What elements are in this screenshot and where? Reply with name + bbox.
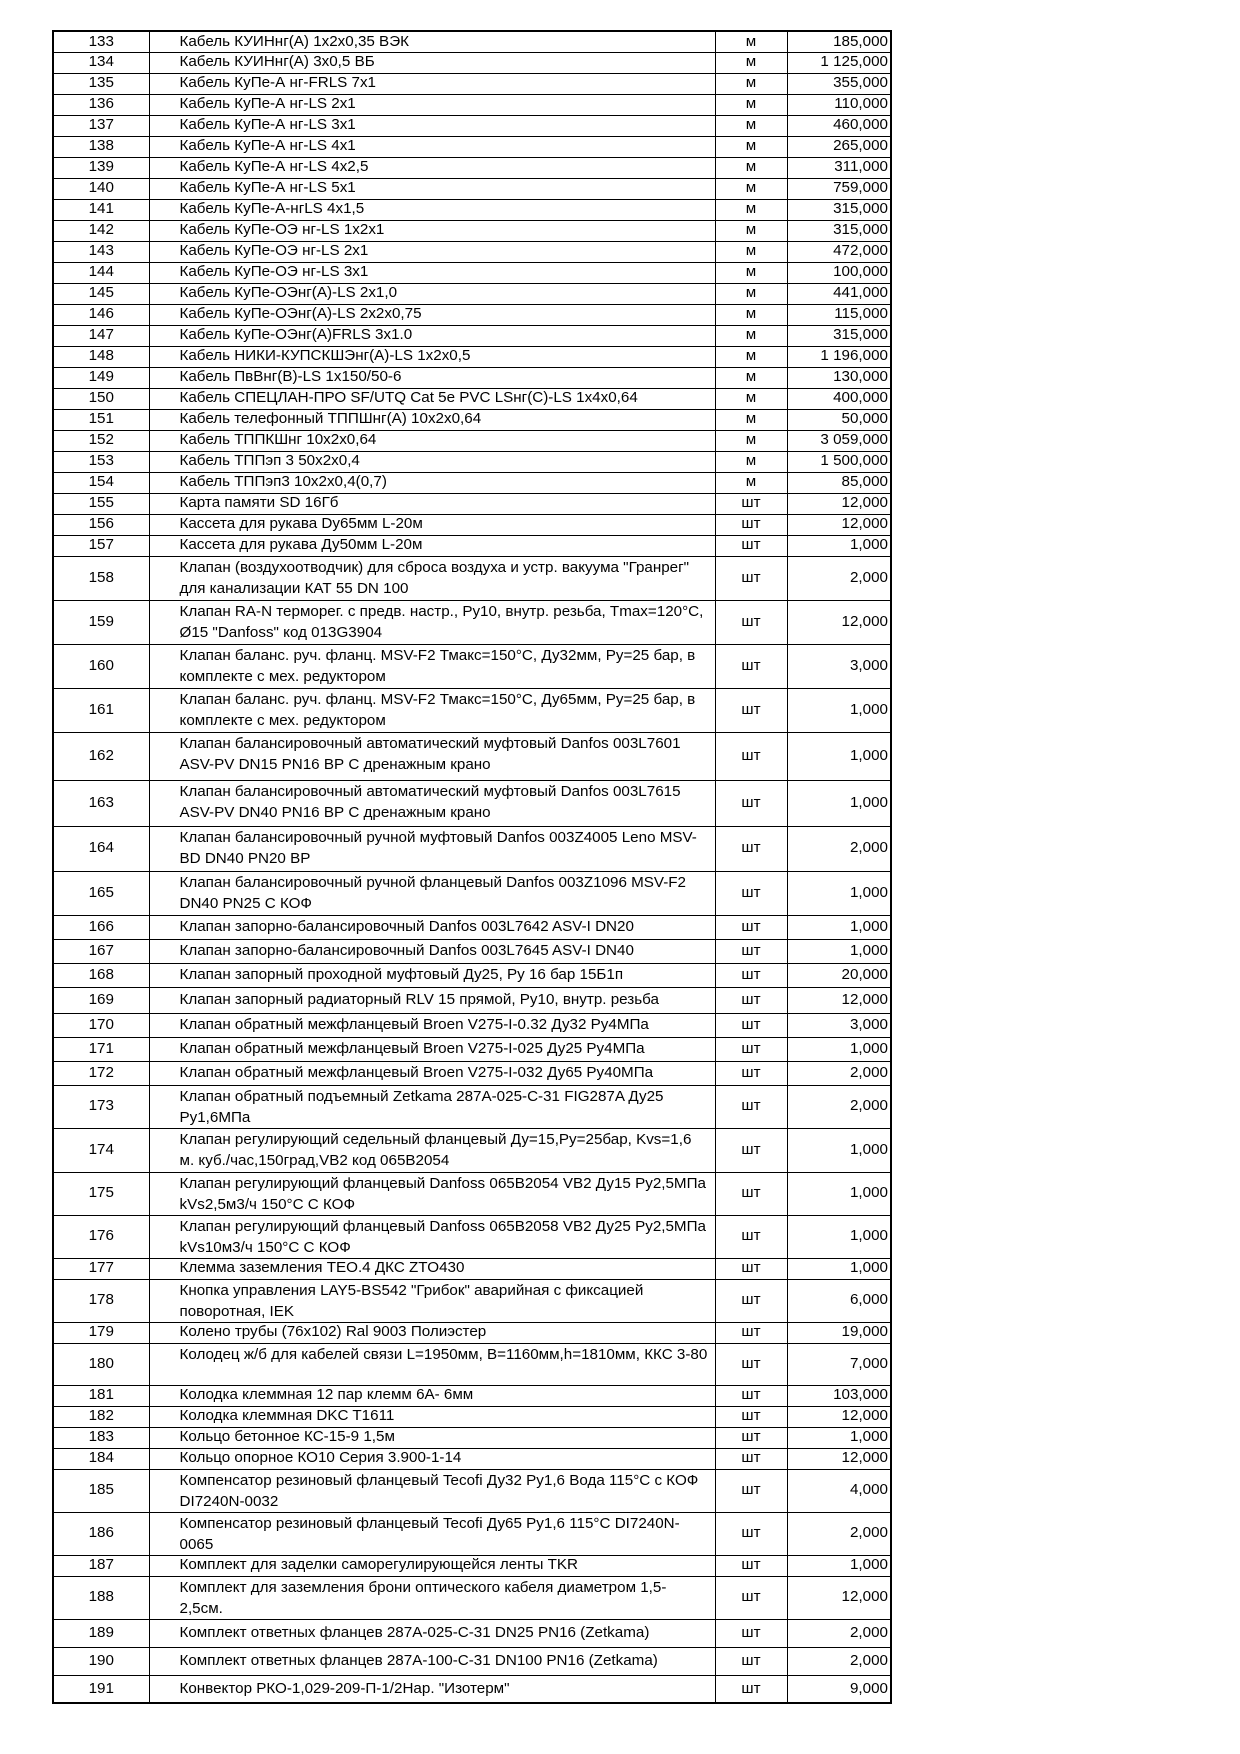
unit-of-measure: шт xyxy=(715,1322,787,1343)
row-number: 156 xyxy=(53,514,149,535)
unit-of-measure: шт xyxy=(715,1085,787,1128)
table-row xyxy=(53,1279,891,1322)
quantity: 20,000 xyxy=(787,963,891,987)
table-row xyxy=(53,1013,891,1037)
row-number: 178 xyxy=(53,1279,149,1322)
table-row xyxy=(53,52,891,73)
table-row xyxy=(53,939,891,963)
item-name: Кабель КУИНнг(А) 3х0,5 ВБ xyxy=(149,52,715,73)
item-name: Клапан запорный радиаторный RLV 15 прямой, Ру10, внутр. резьба xyxy=(149,987,715,1013)
row-number: 145 xyxy=(53,283,149,304)
item-name: Конвектор РКО-1,029-209-П-1/2Нар. "Изотерм" xyxy=(149,1675,715,1703)
quantity: 2,000 xyxy=(787,1085,891,1128)
table-row xyxy=(53,1427,891,1448)
unit-of-measure: шт xyxy=(715,1343,787,1385)
item-name: Кассета для рукава Dy65мм L-20м xyxy=(149,514,715,535)
unit-of-measure: м xyxy=(715,52,787,73)
unit-of-measure: шт xyxy=(715,1061,787,1085)
quantity: 12,000 xyxy=(787,1448,891,1469)
table-row xyxy=(53,1172,891,1215)
table-row xyxy=(53,136,891,157)
quantity: 3 059,000 xyxy=(787,430,891,451)
item-name: Кабель СПЕЦЛАН-ПРО SF/UTQ Cat 5e PVC LSнг(С)-LS 1х4х0,64 xyxy=(149,388,715,409)
items-table xyxy=(52,30,892,1704)
quantity: 460,000 xyxy=(787,115,891,136)
row-number: 171 xyxy=(53,1037,149,1061)
item-name: Кабель КуПе-ОЭ нг-LS 2х1 xyxy=(149,241,715,262)
quantity: 12,000 xyxy=(787,600,891,644)
item-name: Кассета для рукава Ду50мм L-20м xyxy=(149,535,715,556)
quantity: 1,000 xyxy=(787,871,891,915)
quantity: 12,000 xyxy=(787,493,891,514)
unit-of-measure: м xyxy=(715,430,787,451)
unit-of-measure: шт xyxy=(715,1448,787,1469)
row-number: 153 xyxy=(53,451,149,472)
row-number: 184 xyxy=(53,1448,149,1469)
table-row xyxy=(53,472,891,493)
table-row xyxy=(53,73,891,94)
item-name: Кабель КуПе-А нг-LS 3х1 xyxy=(149,115,715,136)
row-number: 189 xyxy=(53,1619,149,1647)
unit-of-measure: м xyxy=(715,241,787,262)
quantity: 1,000 xyxy=(787,1427,891,1448)
item-name: Кабель ТППКШнг 10х2х0,64 xyxy=(149,430,715,451)
row-number: 138 xyxy=(53,136,149,157)
row-number: 150 xyxy=(53,388,149,409)
item-name: Клапан баланс. руч. фланц. MSV-F2 Тмакс=150°С, Ду32мм, Ру=25 бар, в комплекте с мех. редуктором xyxy=(149,644,715,688)
item-name: Клапан балансировочный автоматический муфтовый Danfos 003L7615 ASV-PV DN40 PN16 ВР С дренажным крано xyxy=(149,780,715,826)
table-row xyxy=(53,1085,891,1128)
row-number: 170 xyxy=(53,1013,149,1037)
quantity: 12,000 xyxy=(787,987,891,1013)
item-name: Колодка клеммная DKC T1611 xyxy=(149,1406,715,1427)
row-number: 175 xyxy=(53,1172,149,1215)
row-number: 186 xyxy=(53,1512,149,1555)
quantity: 6,000 xyxy=(787,1279,891,1322)
table-row xyxy=(53,1215,891,1258)
item-name: Кабель КуПе-ОЭ нг-LS 1х2х1 xyxy=(149,220,715,241)
row-number: 159 xyxy=(53,600,149,644)
table-row xyxy=(53,688,891,732)
quantity: 115,000 xyxy=(787,304,891,325)
quantity: 1,000 xyxy=(787,915,891,939)
table-row xyxy=(53,1258,891,1279)
table-row xyxy=(53,1576,891,1619)
quantity: 1 125,000 xyxy=(787,52,891,73)
quantity: 2,000 xyxy=(787,1061,891,1085)
table-row xyxy=(53,241,891,262)
row-number: 163 xyxy=(53,780,149,826)
quantity: 441,000 xyxy=(787,283,891,304)
item-name: Клапан (воздухоотводчик) для сброса воздуха и устр. вакуума "Гранрег" для канализации КАТ 55 DN 100 xyxy=(149,556,715,600)
item-name: Кабель КуПе-А-нгLS 4х1,5 xyxy=(149,199,715,220)
item-name: Клапан балансировочный автоматический муфтовый Danfos 003L7601 ASV-PV DN15 PN16 ВР С дренажным крано xyxy=(149,732,715,780)
quantity: 1,000 xyxy=(787,1037,891,1061)
table-row xyxy=(53,430,891,451)
item-name: Кабель ТППэп 3 50х2х0,4 xyxy=(149,451,715,472)
unit-of-measure: шт xyxy=(715,1013,787,1037)
table-row xyxy=(53,514,891,535)
row-number: 190 xyxy=(53,1647,149,1675)
table-row xyxy=(53,409,891,430)
unit-of-measure: шт xyxy=(715,1128,787,1172)
item-name: Клапан баланс. руч. фланц. MSV-F2 Тмакс=150°С, Ду65мм, Ру=25 бар, в комплекте с мех. редуктором xyxy=(149,688,715,732)
item-name: Комплект ответных фланцев 287A-025-C-31 DN25 PN16 (Zetkama) xyxy=(149,1619,715,1647)
unit-of-measure: шт xyxy=(715,1619,787,1647)
quantity: 19,000 xyxy=(787,1322,891,1343)
row-number: 172 xyxy=(53,1061,149,1085)
quantity: 50,000 xyxy=(787,409,891,430)
row-number: 142 xyxy=(53,220,149,241)
quantity: 12,000 xyxy=(787,1576,891,1619)
row-number: 177 xyxy=(53,1258,149,1279)
unit-of-measure: м xyxy=(715,157,787,178)
unit-of-measure: шт xyxy=(715,514,787,535)
quantity: 185,000 xyxy=(787,31,891,52)
item-name: Компенсатор резиновый фланцевый Tecofi Ду65 Ру1,6 115°С DI7240N-0065 xyxy=(149,1512,715,1555)
unit-of-measure: м xyxy=(715,367,787,388)
unit-of-measure: шт xyxy=(715,939,787,963)
quantity: 1,000 xyxy=(787,1258,891,1279)
unit-of-measure: шт xyxy=(715,493,787,514)
row-number: 152 xyxy=(53,430,149,451)
unit-of-measure: м xyxy=(715,325,787,346)
unit-of-measure: шт xyxy=(715,1279,787,1322)
row-number: 166 xyxy=(53,915,149,939)
table-row xyxy=(53,493,891,514)
unit-of-measure: шт xyxy=(715,732,787,780)
table-row xyxy=(53,325,891,346)
item-name: Кабель КуПе-ОЭнг(А)FRLS 3х1.0 xyxy=(149,325,715,346)
item-name: Кабель НИКИ-КУПСКШЭнг(А)-LS 1х2х0,5 xyxy=(149,346,715,367)
unit-of-measure: м xyxy=(715,304,787,325)
row-number: 146 xyxy=(53,304,149,325)
quantity: 315,000 xyxy=(787,325,891,346)
quantity: 85,000 xyxy=(787,472,891,493)
row-number: 182 xyxy=(53,1406,149,1427)
row-number: 160 xyxy=(53,644,149,688)
item-name: Кабель ПвВнг(В)-LS 1х150/50-6 xyxy=(149,367,715,388)
unit-of-measure: шт xyxy=(715,688,787,732)
table-row xyxy=(53,1128,891,1172)
table-row xyxy=(53,1469,891,1512)
table-row xyxy=(53,535,891,556)
item-name: Кабель ТППэп3 10х2х0,4(0,7) xyxy=(149,472,715,493)
unit-of-measure: шт xyxy=(715,1675,787,1703)
unit-of-measure: шт xyxy=(715,963,787,987)
quantity: 4,000 xyxy=(787,1469,891,1512)
unit-of-measure: шт xyxy=(715,1037,787,1061)
row-number: 158 xyxy=(53,556,149,600)
unit-of-measure: м xyxy=(715,115,787,136)
unit-of-measure: шт xyxy=(715,1172,787,1215)
row-number: 151 xyxy=(53,409,149,430)
table-row xyxy=(53,780,891,826)
table-row xyxy=(53,451,891,472)
item-name: Комплект ответных фланцев 287A-100-C-31 DN100 PN16 (Zetkama) xyxy=(149,1647,715,1675)
item-name: Кабель КУИНнг(А) 1х2х0,35 ВЭК xyxy=(149,31,715,52)
item-name: Кольцо опорное КО10 Серия 3.900-1-14 xyxy=(149,1448,715,1469)
quantity: 1,000 xyxy=(787,1555,891,1576)
unit-of-measure: шт xyxy=(715,1469,787,1512)
item-name: Кабель КуПе-ОЭнг(А)-LS 2х2х0,75 xyxy=(149,304,715,325)
table-row xyxy=(53,963,891,987)
quantity: 12,000 xyxy=(787,1406,891,1427)
table-row xyxy=(53,1512,891,1555)
table-row xyxy=(53,732,891,780)
row-number: 179 xyxy=(53,1322,149,1343)
table-row xyxy=(53,283,891,304)
table-row xyxy=(53,644,891,688)
item-name: Кабель КуПе-А нг-LS 2х1 xyxy=(149,94,715,115)
quantity: 759,000 xyxy=(787,178,891,199)
table-row xyxy=(53,199,891,220)
unit-of-measure: шт xyxy=(715,826,787,871)
item-name: Кабель КуПе-А нг-LS 4х2,5 xyxy=(149,157,715,178)
quantity: 12,000 xyxy=(787,514,891,535)
quantity: 2,000 xyxy=(787,1647,891,1675)
table-row xyxy=(53,31,891,52)
quantity: 1,000 xyxy=(787,535,891,556)
table-row xyxy=(53,367,891,388)
table-row xyxy=(53,1061,891,1085)
unit-of-measure: шт xyxy=(715,1215,787,1258)
unit-of-measure: м xyxy=(715,94,787,115)
unit-of-measure: шт xyxy=(715,1258,787,1279)
items-table-body xyxy=(53,31,891,1703)
unit-of-measure: шт xyxy=(715,1576,787,1619)
unit-of-measure: шт xyxy=(715,1385,787,1406)
item-name: Комплект для заземления брони оптического кабеля диаметром 1,5-2,5см. xyxy=(149,1576,715,1619)
row-number: 162 xyxy=(53,732,149,780)
item-name: Клапан регулирующий фланцевый Danfoss 065B2058 VB2 Ду25 Ру2,5МПа kVs10м3/ч 150°С С КОФ xyxy=(149,1215,715,1258)
unit-of-measure: м xyxy=(715,178,787,199)
unit-of-measure: м xyxy=(715,472,787,493)
row-number: 183 xyxy=(53,1427,149,1448)
row-number: 147 xyxy=(53,325,149,346)
unit-of-measure: м xyxy=(715,451,787,472)
row-number: 141 xyxy=(53,199,149,220)
row-number: 169 xyxy=(53,987,149,1013)
row-number: 136 xyxy=(53,94,149,115)
item-name: Карта памяти SD 16Гб xyxy=(149,493,715,514)
table-row xyxy=(53,115,891,136)
row-number: 181 xyxy=(53,1385,149,1406)
table-row xyxy=(53,346,891,367)
unit-of-measure: м xyxy=(715,409,787,430)
item-name: Кольцо бетонное КС-15-9 1,5м xyxy=(149,1427,715,1448)
quantity: 100,000 xyxy=(787,262,891,283)
table-row xyxy=(53,1555,891,1576)
quantity: 1 500,000 xyxy=(787,451,891,472)
quantity: 1,000 xyxy=(787,1172,891,1215)
quantity: 1,000 xyxy=(787,1215,891,1258)
item-name: Комплект для заделки саморегулирующейся ленты TKR xyxy=(149,1555,715,1576)
row-number: 167 xyxy=(53,939,149,963)
row-number: 187 xyxy=(53,1555,149,1576)
unit-of-measure: м xyxy=(715,388,787,409)
item-name: Клапан запорно-балансировочный Danfos 003L7645 ASV-I DN40 xyxy=(149,939,715,963)
quantity: 2,000 xyxy=(787,1619,891,1647)
item-name: Клапан запорный проходной муфтовый Ду25, Ру 16 бар 15Б1п xyxy=(149,963,715,987)
row-number: 139 xyxy=(53,157,149,178)
quantity: 3,000 xyxy=(787,1013,891,1037)
row-number: 149 xyxy=(53,367,149,388)
table-row xyxy=(53,178,891,199)
table-row xyxy=(53,1619,891,1647)
item-name: Кабель телефонный ТППШнг(А) 10х2х0,64 xyxy=(149,409,715,430)
table-row xyxy=(53,1343,891,1385)
row-number: 140 xyxy=(53,178,149,199)
table-row xyxy=(53,826,891,871)
item-name: Колено трубы (76х102) Ral 9003 Полиэстер xyxy=(149,1322,715,1343)
item-name: Клапан балансировочный ручной муфтовый Danfos 003Z4005 Leno MSV-BD DN40 PN20 ВР xyxy=(149,826,715,871)
quantity: 110,000 xyxy=(787,94,891,115)
quantity: 9,000 xyxy=(787,1675,891,1703)
unit-of-measure: м xyxy=(715,31,787,52)
quantity: 1,000 xyxy=(787,939,891,963)
unit-of-measure: шт xyxy=(715,1647,787,1675)
table-row xyxy=(53,915,891,939)
unit-of-measure: шт xyxy=(715,1512,787,1555)
quantity: 2,000 xyxy=(787,1512,891,1555)
unit-of-measure: м xyxy=(715,283,787,304)
table-row xyxy=(53,304,891,325)
unit-of-measure: м xyxy=(715,73,787,94)
row-number: 161 xyxy=(53,688,149,732)
table-row xyxy=(53,871,891,915)
row-number: 164 xyxy=(53,826,149,871)
item-name: Клапан RA-N терморег. с предв. настр., Ру10, внутр. резьба, Tmax=120°С, Ø15 "Danfoss" код 013G3904 xyxy=(149,600,715,644)
item-name: Клапан балансировочный ручной фланцевый Danfos 003Z1096 MSV-F2 DN40 PN25 С КОФ xyxy=(149,871,715,915)
unit-of-measure: м xyxy=(715,136,787,157)
item-name: Клапан регулирующий седельный фланцевый Ду=15,Ру=25бар, Kvs=1,6 м. куб./час,150град,VB2 код 065B2054 xyxy=(149,1128,715,1172)
row-number: 185 xyxy=(53,1469,149,1512)
row-number: 148 xyxy=(53,346,149,367)
unit-of-measure: м xyxy=(715,346,787,367)
quantity: 3,000 xyxy=(787,644,891,688)
table-row xyxy=(53,1037,891,1061)
row-number: 176 xyxy=(53,1215,149,1258)
table-row xyxy=(53,600,891,644)
table-row xyxy=(53,1448,891,1469)
item-name: Кабель КуПе-ОЭнг(А)-LS 2х1,0 xyxy=(149,283,715,304)
row-number: 133 xyxy=(53,31,149,52)
quantity: 400,000 xyxy=(787,388,891,409)
item-name: Кабель КуПе-А нг-LS 4х1 xyxy=(149,136,715,157)
unit-of-measure: шт xyxy=(715,987,787,1013)
table-row xyxy=(53,556,891,600)
unit-of-measure: шт xyxy=(715,556,787,600)
table-row xyxy=(53,262,891,283)
item-name: Колодец ж/б для кабелей связи L=1950мм, B=1160мм,h=1810мм, ККС 3-80 xyxy=(149,1343,715,1385)
table-row xyxy=(53,220,891,241)
unit-of-measure: шт xyxy=(715,871,787,915)
row-number: 180 xyxy=(53,1343,149,1385)
quantity: 103,000 xyxy=(787,1385,891,1406)
item-name: Клапан обратный подъемный Zetkama 287A-025-C-31 FIG287A Ду25 Ру1,6МПа xyxy=(149,1085,715,1128)
item-name: Кабель КуПе-ОЭ нг-LS 3х1 xyxy=(149,262,715,283)
unit-of-measure: шт xyxy=(715,915,787,939)
item-name: Кабель КуПе-А нг-LS 5х1 xyxy=(149,178,715,199)
unit-of-measure: м xyxy=(715,262,787,283)
table-row xyxy=(53,94,891,115)
table-row xyxy=(53,157,891,178)
unit-of-measure: шт xyxy=(715,1555,787,1576)
row-number: 188 xyxy=(53,1576,149,1619)
item-name: Клапан обратный межфланцевый Broen V275-I-032 Ду65 Ру40МПа xyxy=(149,1061,715,1085)
item-name: Кабель КуПе-А нг-FRLS 7х1 xyxy=(149,73,715,94)
quantity: 315,000 xyxy=(787,220,891,241)
row-number: 173 xyxy=(53,1085,149,1128)
quantity: 1,000 xyxy=(787,688,891,732)
row-number: 157 xyxy=(53,535,149,556)
item-name: Колодка клеммная 12 пар клемм 6А- 6мм xyxy=(149,1385,715,1406)
unit-of-measure: шт xyxy=(715,1406,787,1427)
unit-of-measure: шт xyxy=(715,780,787,826)
unit-of-measure: шт xyxy=(715,600,787,644)
item-name: Клапан регулирующий фланцевый Danfoss 065B2054 VB2 Ду15 Ру2,5МПа kVs2,5м3/ч 150°С С КОФ xyxy=(149,1172,715,1215)
row-number: 137 xyxy=(53,115,149,136)
row-number: 155 xyxy=(53,493,149,514)
table-row xyxy=(53,1322,891,1343)
row-number: 174 xyxy=(53,1128,149,1172)
item-name: Клапан запорно-балансировочный Danfos 003L7642 ASV-I DN20 xyxy=(149,915,715,939)
table-row xyxy=(53,1406,891,1427)
row-number: 134 xyxy=(53,52,149,73)
quantity: 2,000 xyxy=(787,826,891,871)
row-number: 165 xyxy=(53,871,149,915)
item-name: Клапан обратный межфланцевый Broen V275-I-025 Ду25 Ру4МПа xyxy=(149,1037,715,1061)
unit-of-measure: м xyxy=(715,199,787,220)
row-number: 168 xyxy=(53,963,149,987)
quantity: 315,000 xyxy=(787,199,891,220)
quantity: 7,000 xyxy=(787,1343,891,1385)
quantity: 265,000 xyxy=(787,136,891,157)
unit-of-measure: шт xyxy=(715,644,787,688)
row-number: 135 xyxy=(53,73,149,94)
quantity: 130,000 xyxy=(787,367,891,388)
table-row xyxy=(53,1385,891,1406)
row-number: 144 xyxy=(53,262,149,283)
table-row xyxy=(53,1647,891,1675)
table-row xyxy=(53,388,891,409)
quantity: 1,000 xyxy=(787,1128,891,1172)
unit-of-measure: шт xyxy=(715,1427,787,1448)
item-name: Клапан обратный межфланцевый Broen V275-I-0.32 Ду32 Ру4МПа xyxy=(149,1013,715,1037)
item-name: Кнопка управления LAY5-BS542 "Грибок" аварийная с фиксацией поворотная, IEK xyxy=(149,1279,715,1322)
row-number: 154 xyxy=(53,472,149,493)
quantity: 472,000 xyxy=(787,241,891,262)
table-row xyxy=(53,987,891,1013)
item-name: Клемма заземления TEO.4 ДКС ZTO430 xyxy=(149,1258,715,1279)
unit-of-measure: м xyxy=(715,220,787,241)
quantity: 1,000 xyxy=(787,732,891,780)
quantity: 355,000 xyxy=(787,73,891,94)
row-number: 143 xyxy=(53,241,149,262)
quantity: 1,000 xyxy=(787,780,891,826)
row-number: 191 xyxy=(53,1675,149,1703)
table-row xyxy=(53,1675,891,1703)
quantity: 311,000 xyxy=(787,157,891,178)
quantity: 2,000 xyxy=(787,556,891,600)
unit-of-measure: шт xyxy=(715,535,787,556)
item-name: Компенсатор резиновый фланцевый Tecofi Ду32 Ру1,6 Вода 115°С с КОФ DI7240N-0032 xyxy=(149,1469,715,1512)
quantity: 1 196,000 xyxy=(787,346,891,367)
